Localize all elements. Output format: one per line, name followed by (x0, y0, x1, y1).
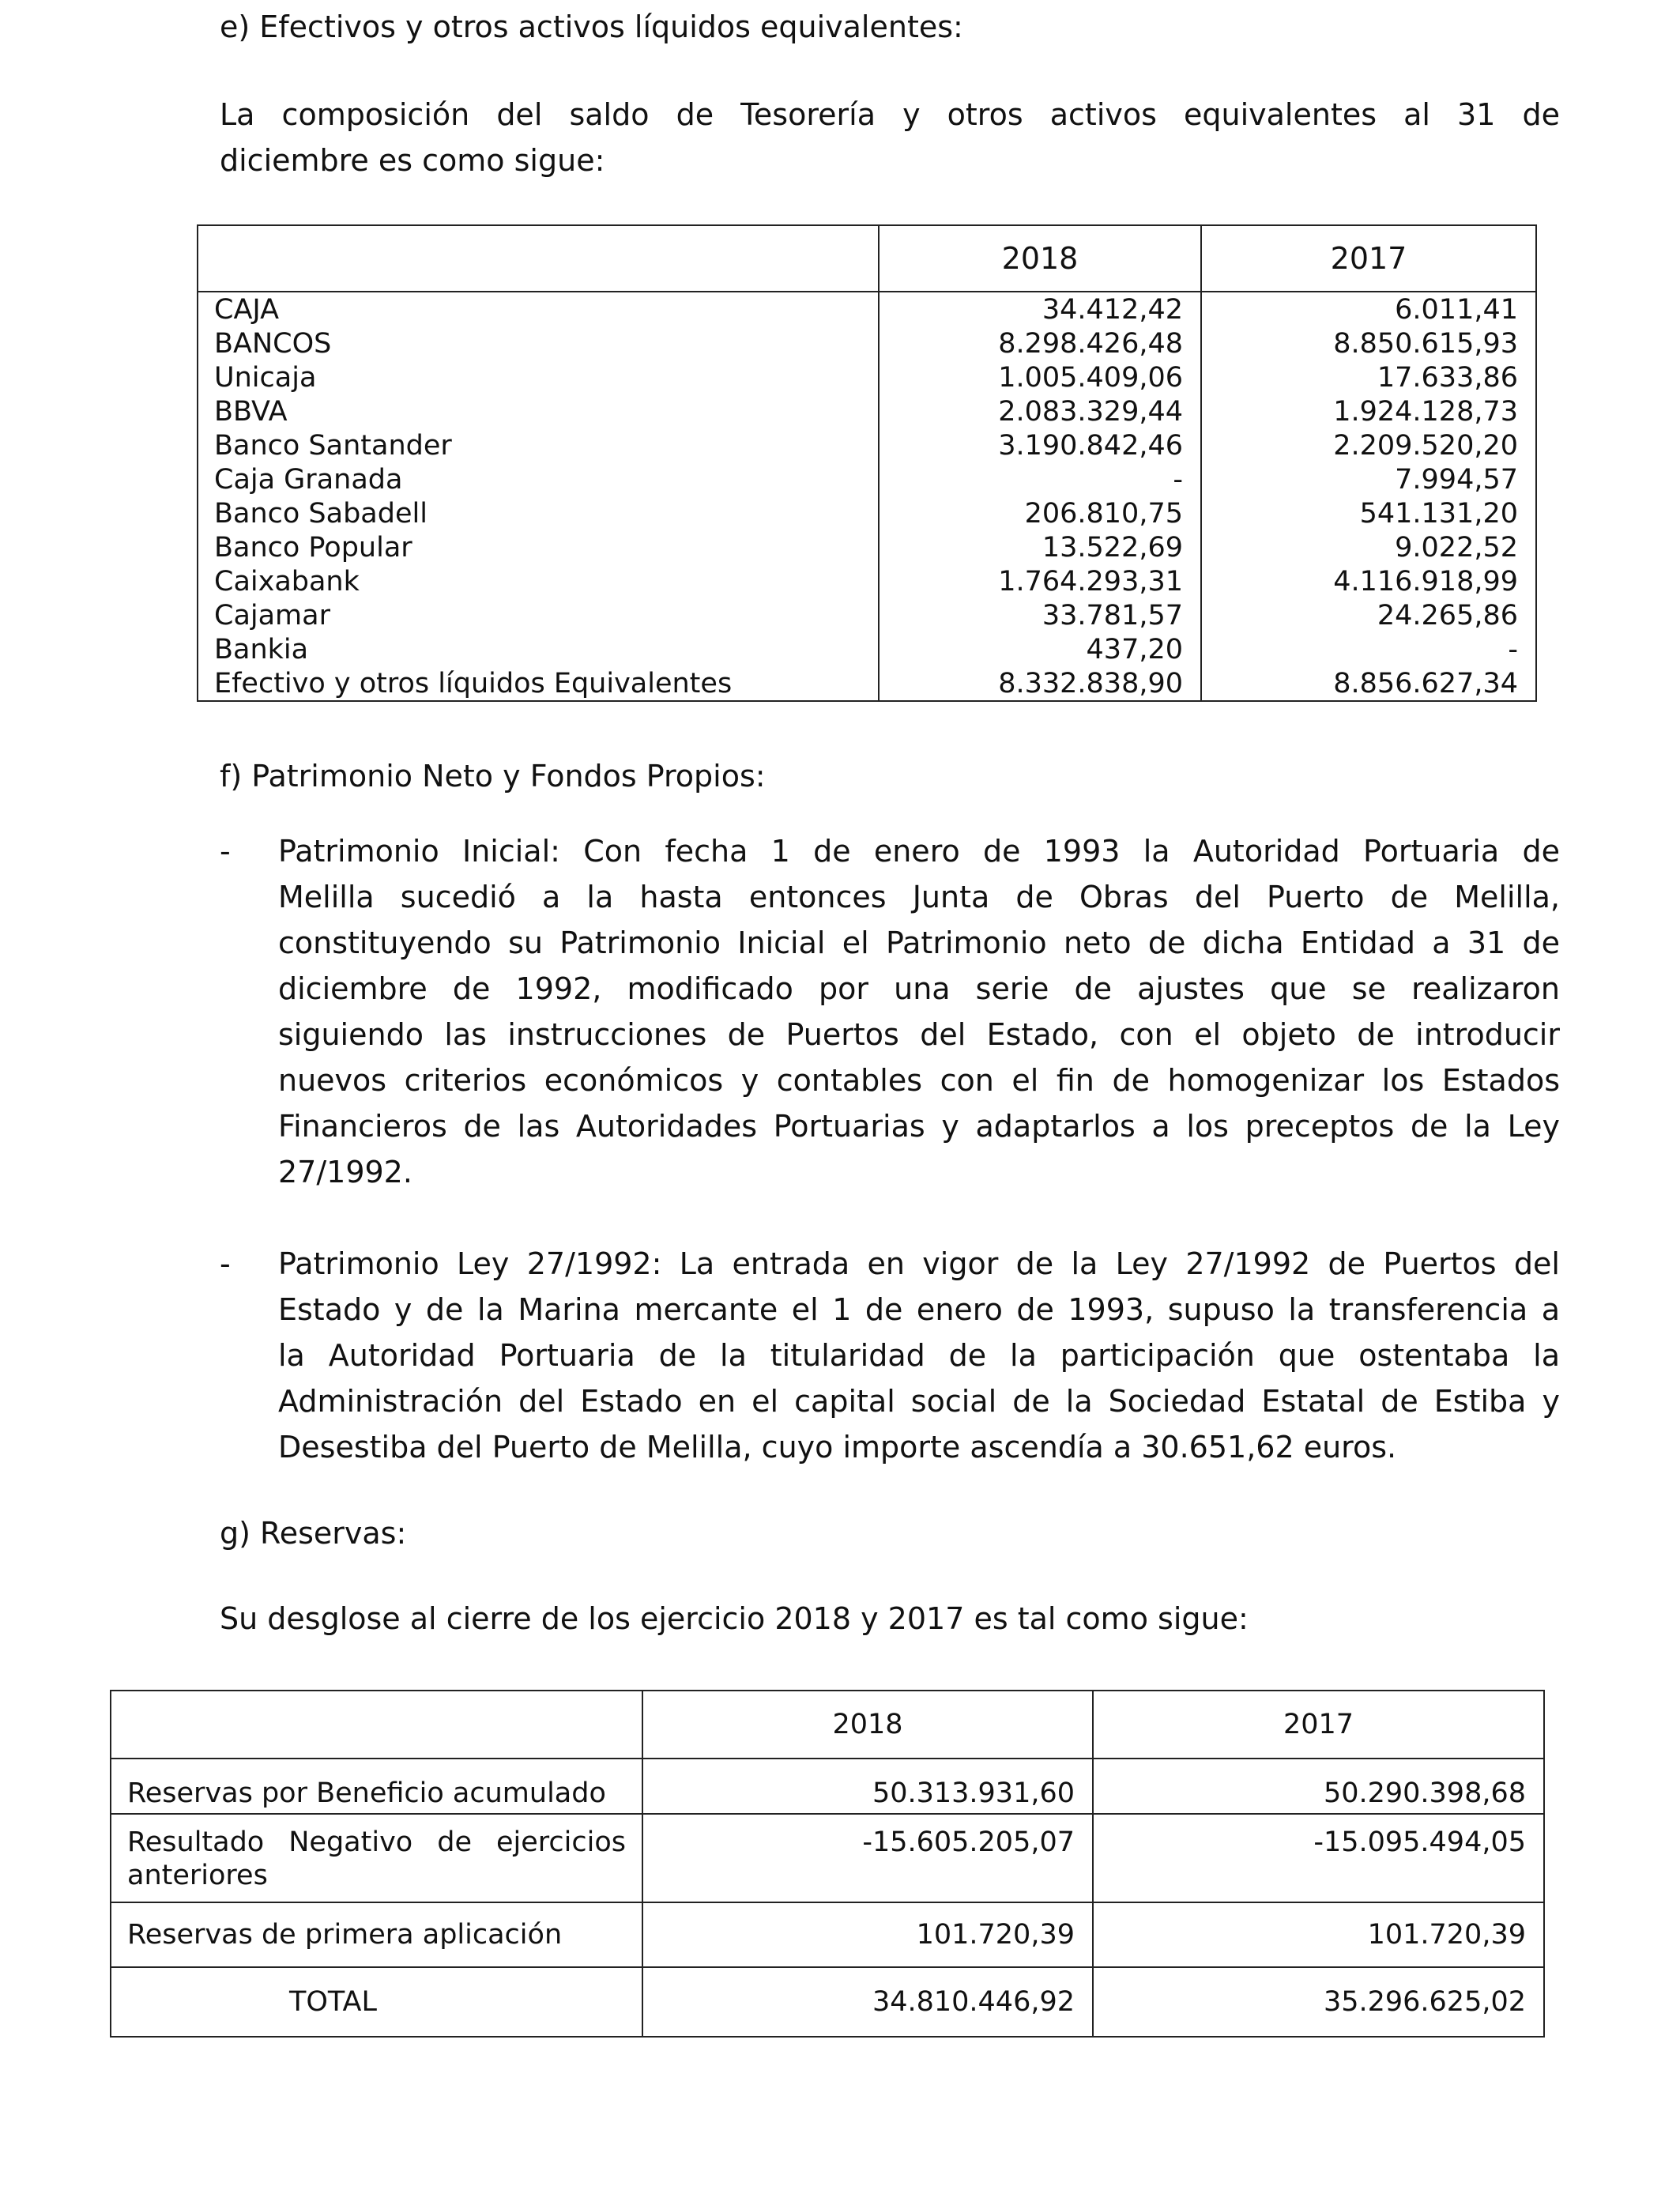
section-g-intro: Su desglose al cierre de los ejercicio 2018 y 2017 es tal como sigue: (220, 1601, 1249, 1636)
value-2017: 7.994,57 (1201, 462, 1536, 496)
header-2018: 2018 (879, 225, 1201, 292)
row-label: Banco Santander (198, 428, 879, 462)
value-2017: 50.290.398,68 (1093, 1759, 1544, 1814)
row-label: BBVA (198, 394, 879, 428)
bullet-line: siguiendo las instrucciones de Puertos del Estado, con el objeto de introducir (278, 1017, 1560, 1052)
value-2018: 34.412,42 (879, 292, 1201, 326)
header-empty-cell (198, 225, 879, 292)
bullet-line: Patrimonio Inicial: Con fecha 1 de enero de 1993 la Autoridad Portuaria de (278, 834, 1560, 869)
table-row (198, 632, 1536, 666)
table-total-row (111, 1967, 1544, 2037)
table-row (111, 1814, 1544, 1902)
table-row (198, 428, 1536, 462)
value-2018: 34.810.446,92 (642, 1967, 1093, 2037)
value-2018: 33.781,57 (879, 598, 1201, 632)
row-label: Caixabank (198, 564, 879, 598)
header-2018: 2018 (642, 1691, 1093, 1759)
table-header-row (111, 1691, 1544, 1759)
table-row (198, 598, 1536, 632)
section-e-heading: e) Efectivos y otros activos líquidos equivalentes: (220, 9, 963, 44)
value-2017: 101.720,39 (1093, 1902, 1544, 1967)
table-row (198, 564, 1536, 598)
bullet-line: nuevos criterios económicos y contables con el fin de homogenizar los Estados (278, 1063, 1560, 1098)
table-row (198, 360, 1536, 394)
value-2017: - (1201, 632, 1536, 666)
bullet-line: 27/1992. (278, 1155, 412, 1189)
bullet-patrimonio-inicial (278, 828, 1560, 1195)
table-row (198, 462, 1536, 496)
value-2018: 50.313.931,60 (642, 1759, 1093, 1814)
bullet-dash: - (220, 834, 231, 869)
table-header-row (198, 225, 1536, 292)
table-row (198, 394, 1536, 428)
section-f-heading: f) Patrimonio Neto y Fondos Propios: (220, 759, 766, 794)
row-label: Banco Sabadell (198, 496, 879, 530)
value-2018: 437,20 (879, 632, 1201, 666)
row-label: Reservas por Beneficio acumulado (111, 1759, 642, 1814)
row-label: Reservas de primera aplicación (111, 1902, 642, 1967)
table-row (111, 1759, 1544, 1814)
row-label: BANCOS (198, 326, 879, 360)
table-total-row (198, 666, 1536, 701)
row-label: Bankia (198, 632, 879, 666)
cash-equivalents-table (197, 224, 1537, 702)
value-2017: 9.022,52 (1201, 530, 1536, 564)
value-2018: 13.522,69 (879, 530, 1201, 564)
row-label: CAJA (198, 292, 879, 326)
value-2017: 8.856.627,34 (1201, 666, 1536, 701)
value-2017: -15.095.494,05 (1093, 1814, 1544, 1902)
bullet-patrimonio-ley (278, 1241, 1560, 1470)
header-2017: 2017 (1093, 1691, 1544, 1759)
bullet-line: diciembre de 1992, modificado por una serie de ajustes que se realizaron (278, 971, 1560, 1006)
row-label: Caja Granada (198, 462, 879, 496)
row-label: TOTAL (111, 1967, 642, 2037)
bullet-line: Patrimonio Ley 27/1992: La entrada en vigor de la Ley 27/1992 de Puertos del (278, 1246, 1560, 1281)
row-label-line1: Resultado Negativo de ejercicios (127, 1826, 626, 1858)
bullet-line: Estado y de la Marina mercante el 1 de enero de 1993, supuso la transferencia a (278, 1292, 1560, 1327)
bullet-dash: - (220, 1246, 231, 1281)
row-label: Banco Popular (198, 530, 879, 564)
bullet-line: constituyendo su Patrimonio Inicial el Patrimonio neto de dicha Entidad a 31 de (278, 925, 1560, 960)
bullet-line: Melilla sucedió a la hasta entonces Junta de Obras del Puerto de Melilla, (278, 880, 1560, 914)
header-2017: 2017 (1201, 225, 1536, 292)
value-2017: 541.131,20 (1201, 496, 1536, 530)
table-row (198, 326, 1536, 360)
row-label (111, 1814, 642, 1902)
value-2017: 4.116.918,99 (1201, 564, 1536, 598)
table-row (198, 292, 1536, 326)
value-2018: 1.764.293,31 (879, 564, 1201, 598)
section-e-intro-line2: diciembre es como sigue: (220, 143, 605, 178)
bullet-line: Desestiba del Puerto de Melilla, cuyo importe ascendía a 30.651,62 euros. (278, 1430, 1397, 1465)
value-2018: 1.005.409,06 (879, 360, 1201, 394)
value-2017: 6.011,41 (1201, 292, 1536, 326)
row-label: Unicaja (198, 360, 879, 394)
table-row (111, 1902, 1544, 1967)
value-2018: 3.190.842,46 (879, 428, 1201, 462)
row-label: Cajamar (198, 598, 879, 632)
section-e-intro-line1: La composición del saldo de Tesorería y otros activos equivalentes al 31 de (220, 97, 1560, 132)
value-2018: 101.720,39 (642, 1902, 1093, 1967)
bullet-line: la Autoridad Portuaria de la titularidad de la participación que ostentaba la (278, 1338, 1560, 1373)
value-2017: 1.924.128,73 (1201, 394, 1536, 428)
value-2018: 2.083.329,44 (879, 394, 1201, 428)
table-row (198, 496, 1536, 530)
row-label-line2: anteriores (127, 1860, 268, 1891)
row-label: Efectivo y otros líquidos Equivalentes (198, 666, 879, 701)
value-2017: 8.850.615,93 (1201, 326, 1536, 360)
bullet-line: Financieros de las Autoridades Portuarias y adaptarlos a los preceptos de la Ley (278, 1109, 1560, 1144)
value-2018: - (879, 462, 1201, 496)
value-2018: 8.332.838,90 (879, 666, 1201, 701)
table-row (198, 530, 1536, 564)
value-2017: 17.633,86 (1201, 360, 1536, 394)
value-2018: 206.810,75 (879, 496, 1201, 530)
value-2018: -15.605.205,07 (642, 1814, 1093, 1902)
reserves-table (110, 1690, 1545, 2038)
value-2017: 24.265,86 (1201, 598, 1536, 632)
bullet-line: Administración del Estado en el capital social de la Sociedad Estatal de Estiba y (278, 1384, 1560, 1419)
value-2018: 8.298.426,48 (879, 326, 1201, 360)
header-empty-cell (111, 1691, 642, 1759)
section-g-heading: g) Reservas: (220, 1516, 407, 1551)
value-2017: 35.296.625,02 (1093, 1967, 1544, 2037)
value-2017: 2.209.520,20 (1201, 428, 1536, 462)
